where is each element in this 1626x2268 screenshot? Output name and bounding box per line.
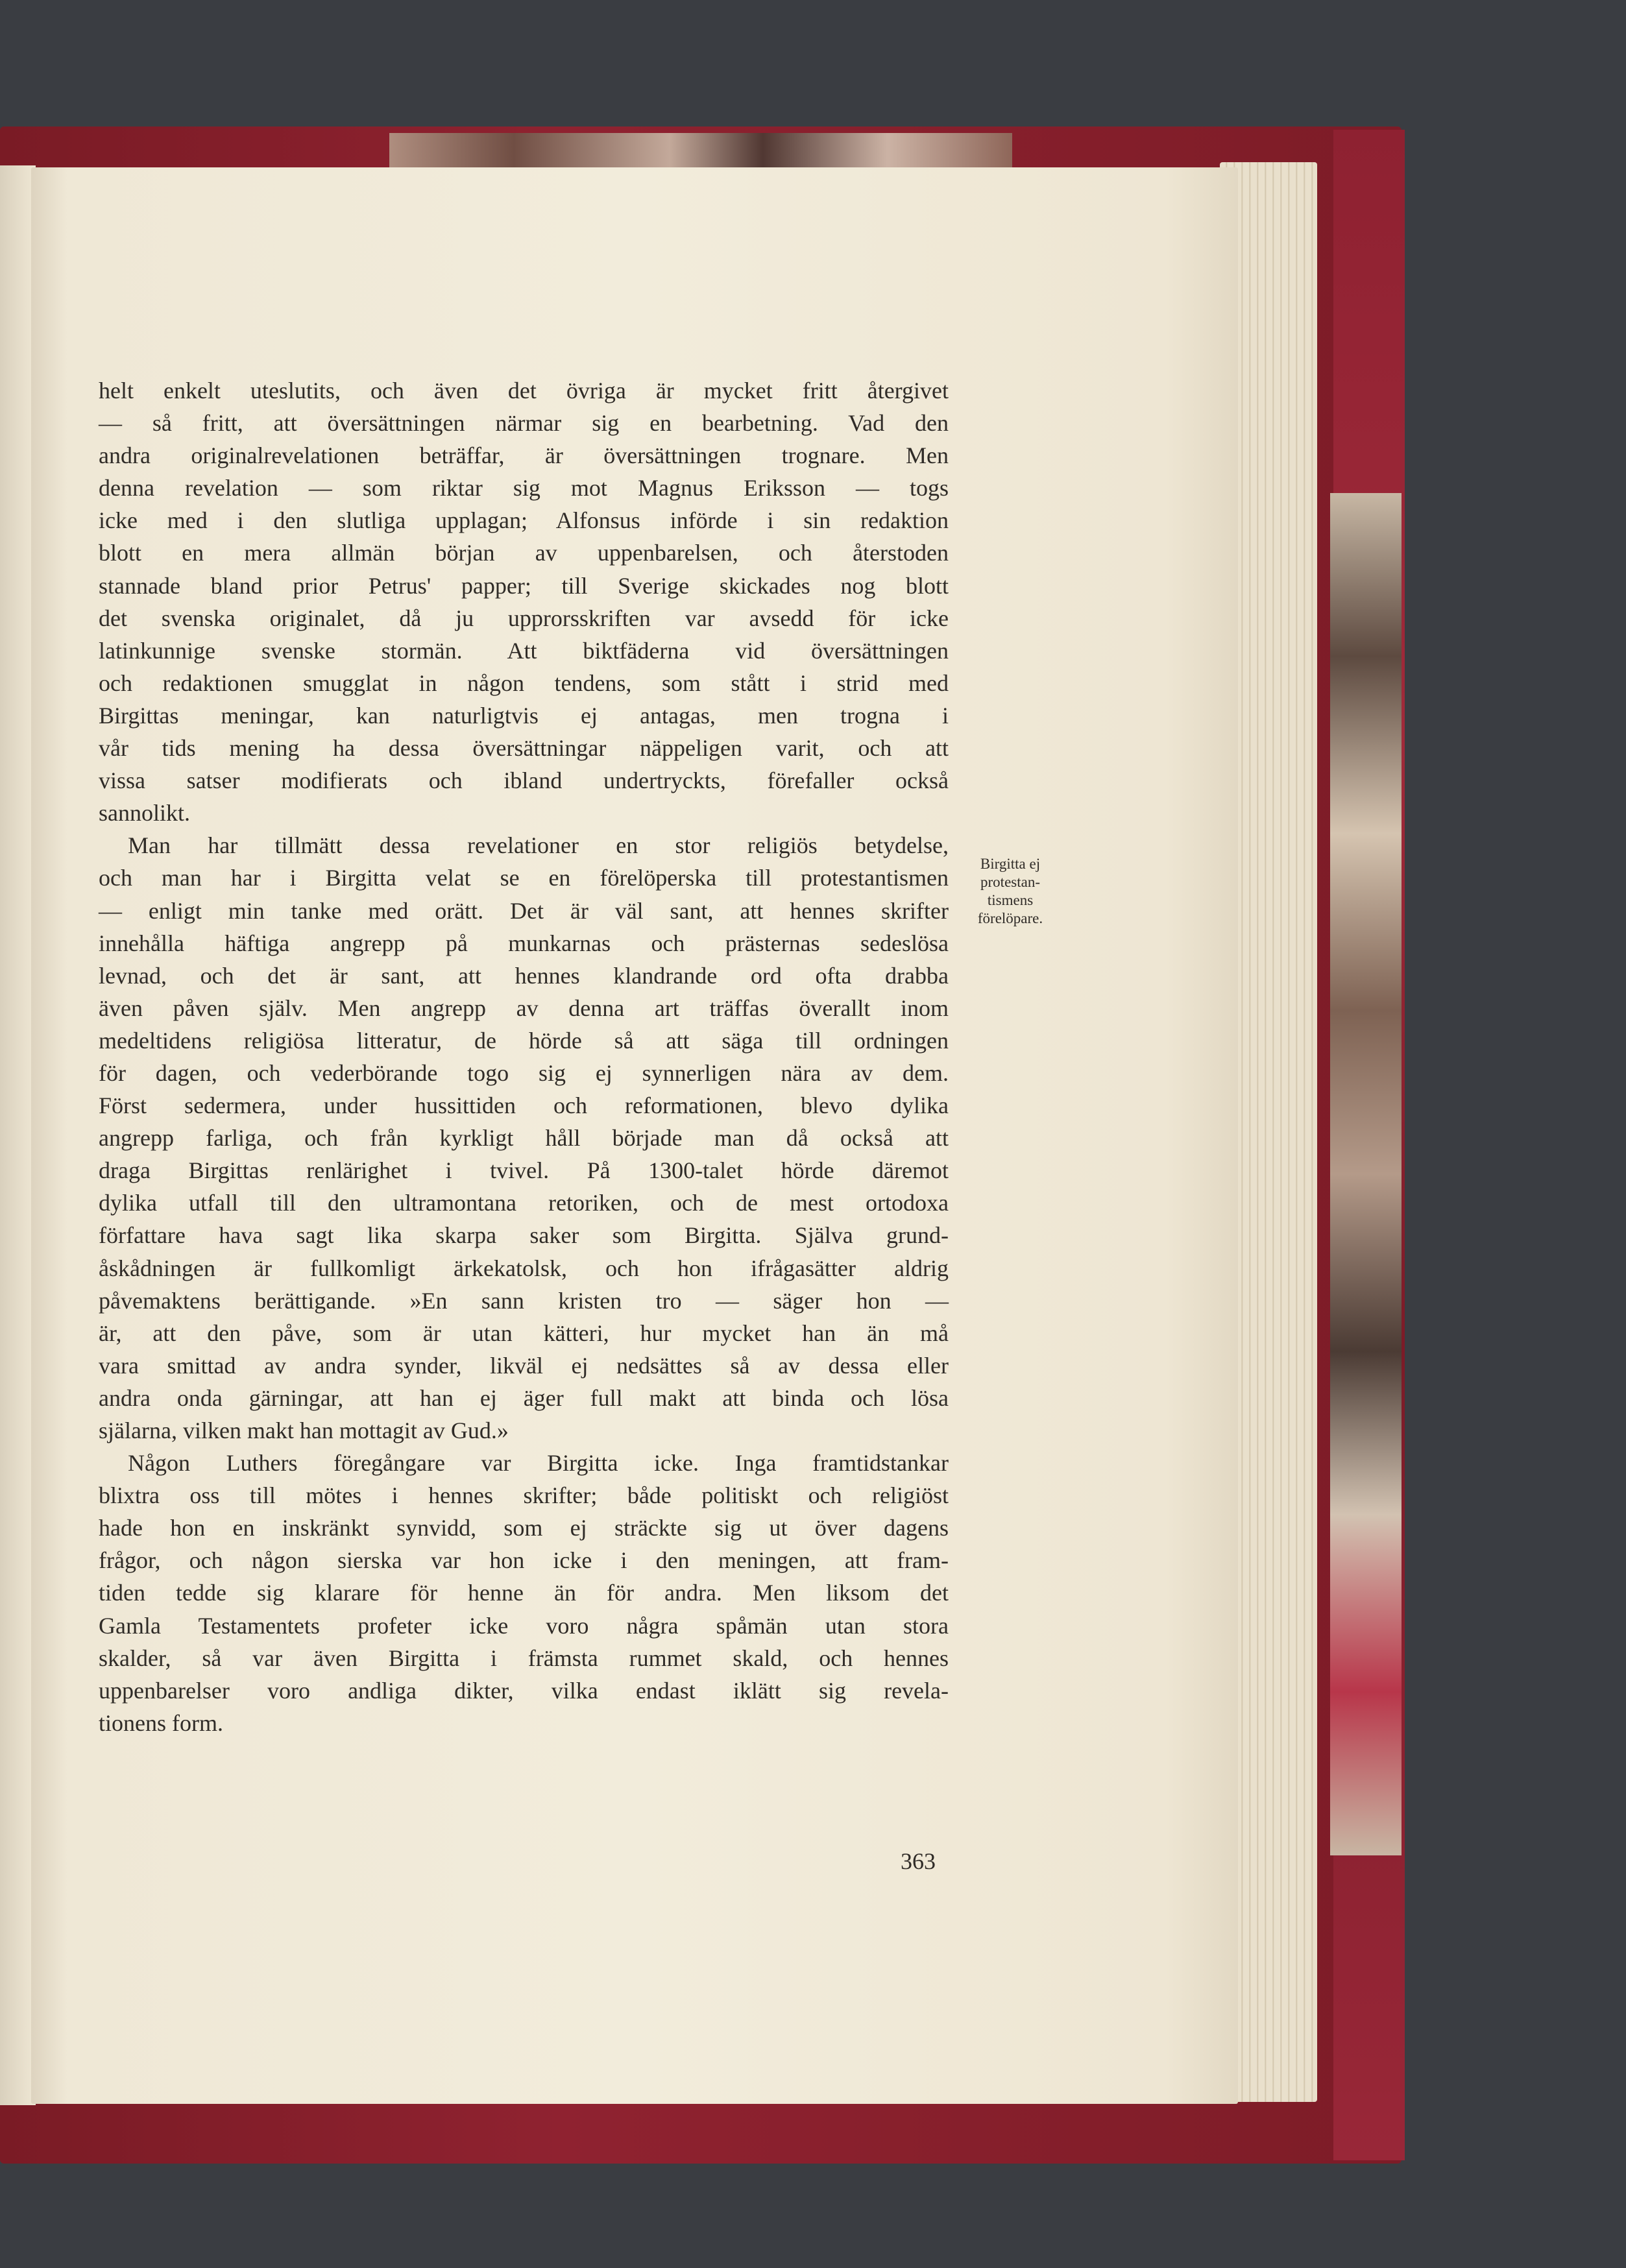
text-line: angrepp farliga, och från kyrkligt håll började man då också att bbox=[99, 1125, 949, 1152]
text-line: är, att den påve, som är utan kätteri, hur mycket han än må bbox=[99, 1320, 949, 1346]
body-text bbox=[99, 374, 949, 1739]
text-line: uppenbarelser voro andliga dikter, vilka endast iklätt sig revela- bbox=[99, 1677, 949, 1704]
text-line: helt enkelt uteslutits, och även det övriga är mycket fritt återgivet bbox=[99, 378, 949, 404]
marginal-note-line: Birgitta ej bbox=[980, 856, 1041, 872]
text-line: frågor, och någon sierska var hon icke i den meningen, att fram- bbox=[99, 1547, 949, 1574]
text-line: tionens form. bbox=[99, 1709, 223, 1736]
text-line: för dagen, och vederbörande togo sig ej synnerligen nära av dem. bbox=[99, 1059, 949, 1086]
text-line: Först sedermera, under hussittiden och reformationen, blevo dylika bbox=[99, 1092, 949, 1119]
text-line: och redaktionen smugglat in någon tendens, som stått i strid med bbox=[99, 670, 949, 696]
text-line: vissa satser modifierats och ibland undertryckts, förefaller också bbox=[99, 767, 949, 794]
text-line: Gamla Testamentets profeter icke voro några spåmän utan stora bbox=[99, 1612, 949, 1639]
text-line: åskådningen är fullkomligt ärkekatolsk, och hon ifrågasätter aldrig bbox=[99, 1255, 949, 1281]
text-line: andra originalrevelationen beträffar, är översättningen trognare. Men bbox=[99, 442, 949, 469]
text-line: Någon Luthers föregångare var Birgitta icke. Inga framtidstankar bbox=[128, 1450, 949, 1477]
marginal-note-line: tismens bbox=[987, 892, 1034, 908]
text-line: latinkunnige svenske stormän. Att biktfäderna vid översättningen bbox=[99, 637, 949, 664]
text-line: icke med i den slutliga upplagan; Alfonsus införde i sin redaktion bbox=[99, 507, 949, 534]
marginal-note-line: förelöpare. bbox=[977, 910, 1043, 926]
text-line: medeltidens religiösa litteratur, de hörde så att säga till ordningen bbox=[99, 1027, 949, 1054]
page-number: 363 bbox=[901, 1848, 936, 1874]
text-line: draga Birgittas renlärighet i tvivel. På 1300-talet hörde däremot bbox=[99, 1157, 949, 1184]
text-line: blixtra oss till mötes i hennes skrifter; både politiskt och religiöst bbox=[99, 1482, 949, 1509]
text-line: författare hava sagt lika skarpa saker som Birgitta. Själva grund- bbox=[99, 1222, 949, 1249]
text-line: vår tids mening ha dessa översättningar näppeligen varit, och att bbox=[99, 735, 949, 762]
text-line: vara smittad av andra synder, likväl ej nedsättes så av dessa eller bbox=[99, 1352, 949, 1379]
text-line: hade hon en inskränkt synvidd, som ej sträckte sig ut över dagens bbox=[99, 1515, 949, 1541]
text-line: Birgittas meningar, kan naturligtvis ej antagas, men trogna i bbox=[99, 702, 949, 729]
text-line: andra onda gärningar, att han ej äger full makt att binda och lösa bbox=[99, 1384, 949, 1411]
text-line: dylika utfall till den ultramontana retoriken, och de mest ortodoxa bbox=[99, 1190, 949, 1216]
text-line: Man har tillmätt dessa revelationer en stor religiös betydelse, bbox=[128, 832, 949, 859]
text-line: — enligt min tanke med orätt. Det är väl sant, att hennes skrifter bbox=[99, 897, 949, 924]
text-line: sannolikt. bbox=[99, 800, 190, 826]
text-line: och man har i Birgitta velat se en förelöperska till protestantismen bbox=[99, 865, 949, 891]
text-line: innehålla häftiga angrepp på munkarnas och prästernas sedeslösa bbox=[99, 930, 949, 956]
text-line: stannade bland prior Petrus' papper; till Sverige skickades nog blott bbox=[99, 572, 949, 599]
text-line: denna revelation — som riktar sig mot Magnus Eriksson — togs bbox=[99, 475, 949, 501]
marginal-note-line: protestan- bbox=[980, 874, 1040, 890]
text-line: tiden tedde sig klarare för henne än för andra. Men liksom det bbox=[99, 1580, 949, 1606]
text-line: själarna, vilken makt han mottagit av Gud.» bbox=[99, 1418, 509, 1443]
facing-page-edge bbox=[0, 165, 36, 2105]
text-line: skalder, så var även Birgitta i främsta rummet skald, och hennes bbox=[99, 1645, 949, 1671]
marginal-note bbox=[955, 855, 1065, 928]
text-line: det svenska originalet, då ju upprorsskriften var avsedd för icke bbox=[99, 605, 949, 631]
text-line: blott en mera allmän början av uppenbarelsen, och återstoden bbox=[99, 540, 949, 566]
text-line: påvemaktens berättigande. »En sann kristen tro — säger hon — bbox=[99, 1287, 949, 1314]
text-line: levnad, och det är sant, att hennes klandrande ord ofta drabba bbox=[99, 962, 949, 989]
marbled-endpaper-right bbox=[1330, 493, 1402, 1855]
text-line: — så fritt, att översättningen närmar sig en bearbetning. Vad den bbox=[99, 410, 949, 437]
text-line: även påven själv. Men angrepp av denna art träffas överallt inom bbox=[99, 995, 949, 1021]
